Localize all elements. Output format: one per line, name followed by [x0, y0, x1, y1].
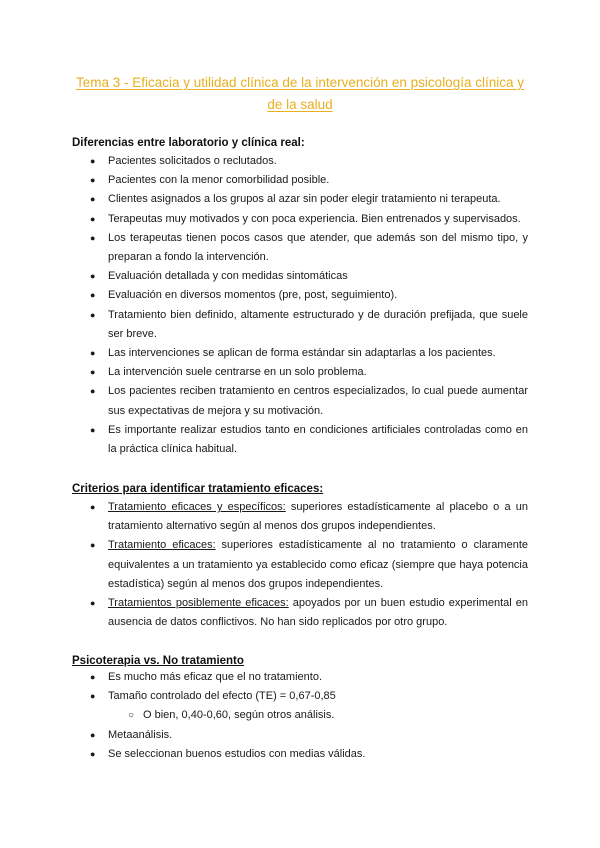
bullet-icon: ●	[90, 502, 96, 512]
criteria-list	[0, 498, 600, 632]
list-item: ● Pacientes con la menor comorbilidad posible.	[0, 171, 600, 190]
list-item: ● Evaluación detallada y con medidas sintomáticas	[0, 267, 600, 286]
section-heading-criteria: Criterios para identificar tratamiento eficaces:	[72, 483, 324, 495]
list-item: ● Metaanálisis.	[0, 726, 600, 745]
list-item: ● Tratamiento eficaces: superiores estadísticamente al no tratamiento o claramente equivalentes a un tratamiento ya establecido como eficaz (siempre que haya potencia estadística) según al menos dos grupos independientes.	[0, 536, 600, 594]
criteria-term: Tratamiento eficaces:	[108, 539, 216, 552]
bullet-icon: ●	[90, 748, 96, 759]
list-item: ● Es importante realizar estudios tanto en condiciones artificiales controladas como en la práctica clínica habitual.	[0, 421, 600, 459]
bullet-icon: ●	[90, 672, 96, 682]
list-item: ● Tamaño controlado del efecto (TE) = 0,67-0,85	[0, 687, 600, 706]
bullet-icon: ●	[90, 729, 96, 740]
bullet-icon: ●	[90, 424, 96, 435]
list-item: ● Los pacientes reciben tratamiento en centros especializados, lo cual puede aumentar sus expectativas de mejora y su motivación.	[0, 382, 600, 420]
bullet-icon: ●	[90, 271, 96, 282]
bullet-icon: ●	[90, 175, 96, 186]
list-item: ● Pacientes solicitados o reclutados.	[0, 152, 600, 171]
list-subitem: ○ O bien, 0,40-0,60, según otros análisis.	[0, 706, 600, 725]
list-item: ● Tratamientos posiblemente eficaces: apoyados por un buen estudio experimental en ausencia de datos conflictivos. No han sido replicados por otro grupo.	[0, 594, 600, 632]
bullet-icon: ●	[90, 213, 96, 224]
page-title: Tema 3 - Eficacia y utilidad clínica de la intervención en psicología clínica y de la salud	[76, 75, 524, 112]
section-heading-differences: Diferencias entre laboratorio y clínica real:	[72, 137, 305, 149]
bullet-icon: ●	[90, 598, 96, 609]
bullet-icon: ●	[90, 309, 96, 320]
hollow-bullet-icon: ○	[128, 710, 135, 722]
list-item: ● La intervención suele centrarse en un solo problema.	[0, 363, 600, 382]
bullet-icon: ●	[90, 367, 96, 378]
criteria-term: Tratamiento eficaces y específicos:	[108, 501, 286, 513]
bullet-icon: ●	[90, 156, 96, 166]
section-heading-psychotherapy: Psicoterapia vs. No tratamiento	[72, 655, 244, 667]
list-item: ● Los terapeutas tienen pocos casos que atender, que además son del mismo tipo, y preparan a fondo la intervención.	[0, 229, 600, 267]
list-item: ● Tratamiento eficaces y específicos: superiores estadísticamente al placebo o a un tratamiento alternativo según al menos dos grupos independientes.	[0, 498, 600, 536]
psychotherapy-list	[0, 668, 600, 764]
list-item: ● Clientes asignados a los grupos al azar sin poder elegir tratamiento ni terapeuta.	[0, 190, 600, 209]
list-item: ● Es mucho más eficaz que el no tratamiento.	[0, 668, 600, 687]
bullet-icon: ●	[90, 290, 96, 301]
list-item: ● Terapeutas muy motivados y con poca experiencia. Bien entrenados y supervisados.	[0, 210, 600, 229]
bullet-icon: ●	[90, 348, 96, 359]
bullet-icon: ●	[90, 232, 96, 243]
criteria-term: Tratamientos posiblemente eficaces:	[108, 597, 289, 610]
bullet-icon: ●	[90, 540, 96, 551]
bullet-icon: ●	[90, 691, 96, 702]
list-item: ● Se seleccionan buenos estudios con medias válidas.	[0, 745, 600, 764]
list-item: ● Evaluación en diversos momentos (pre, post, seguimiento).	[0, 286, 600, 305]
list-item: ● Tratamiento bien definido, altamente estructurado y de duración prefijada, que suele ser breve.	[0, 306, 600, 344]
bullet-icon: ●	[90, 194, 96, 205]
list-item: ● Las intervenciones se aplican de forma estándar sin adaptarlas a los pacientes.	[0, 344, 600, 363]
differences-list	[0, 152, 600, 459]
bullet-icon: ●	[90, 386, 96, 397]
